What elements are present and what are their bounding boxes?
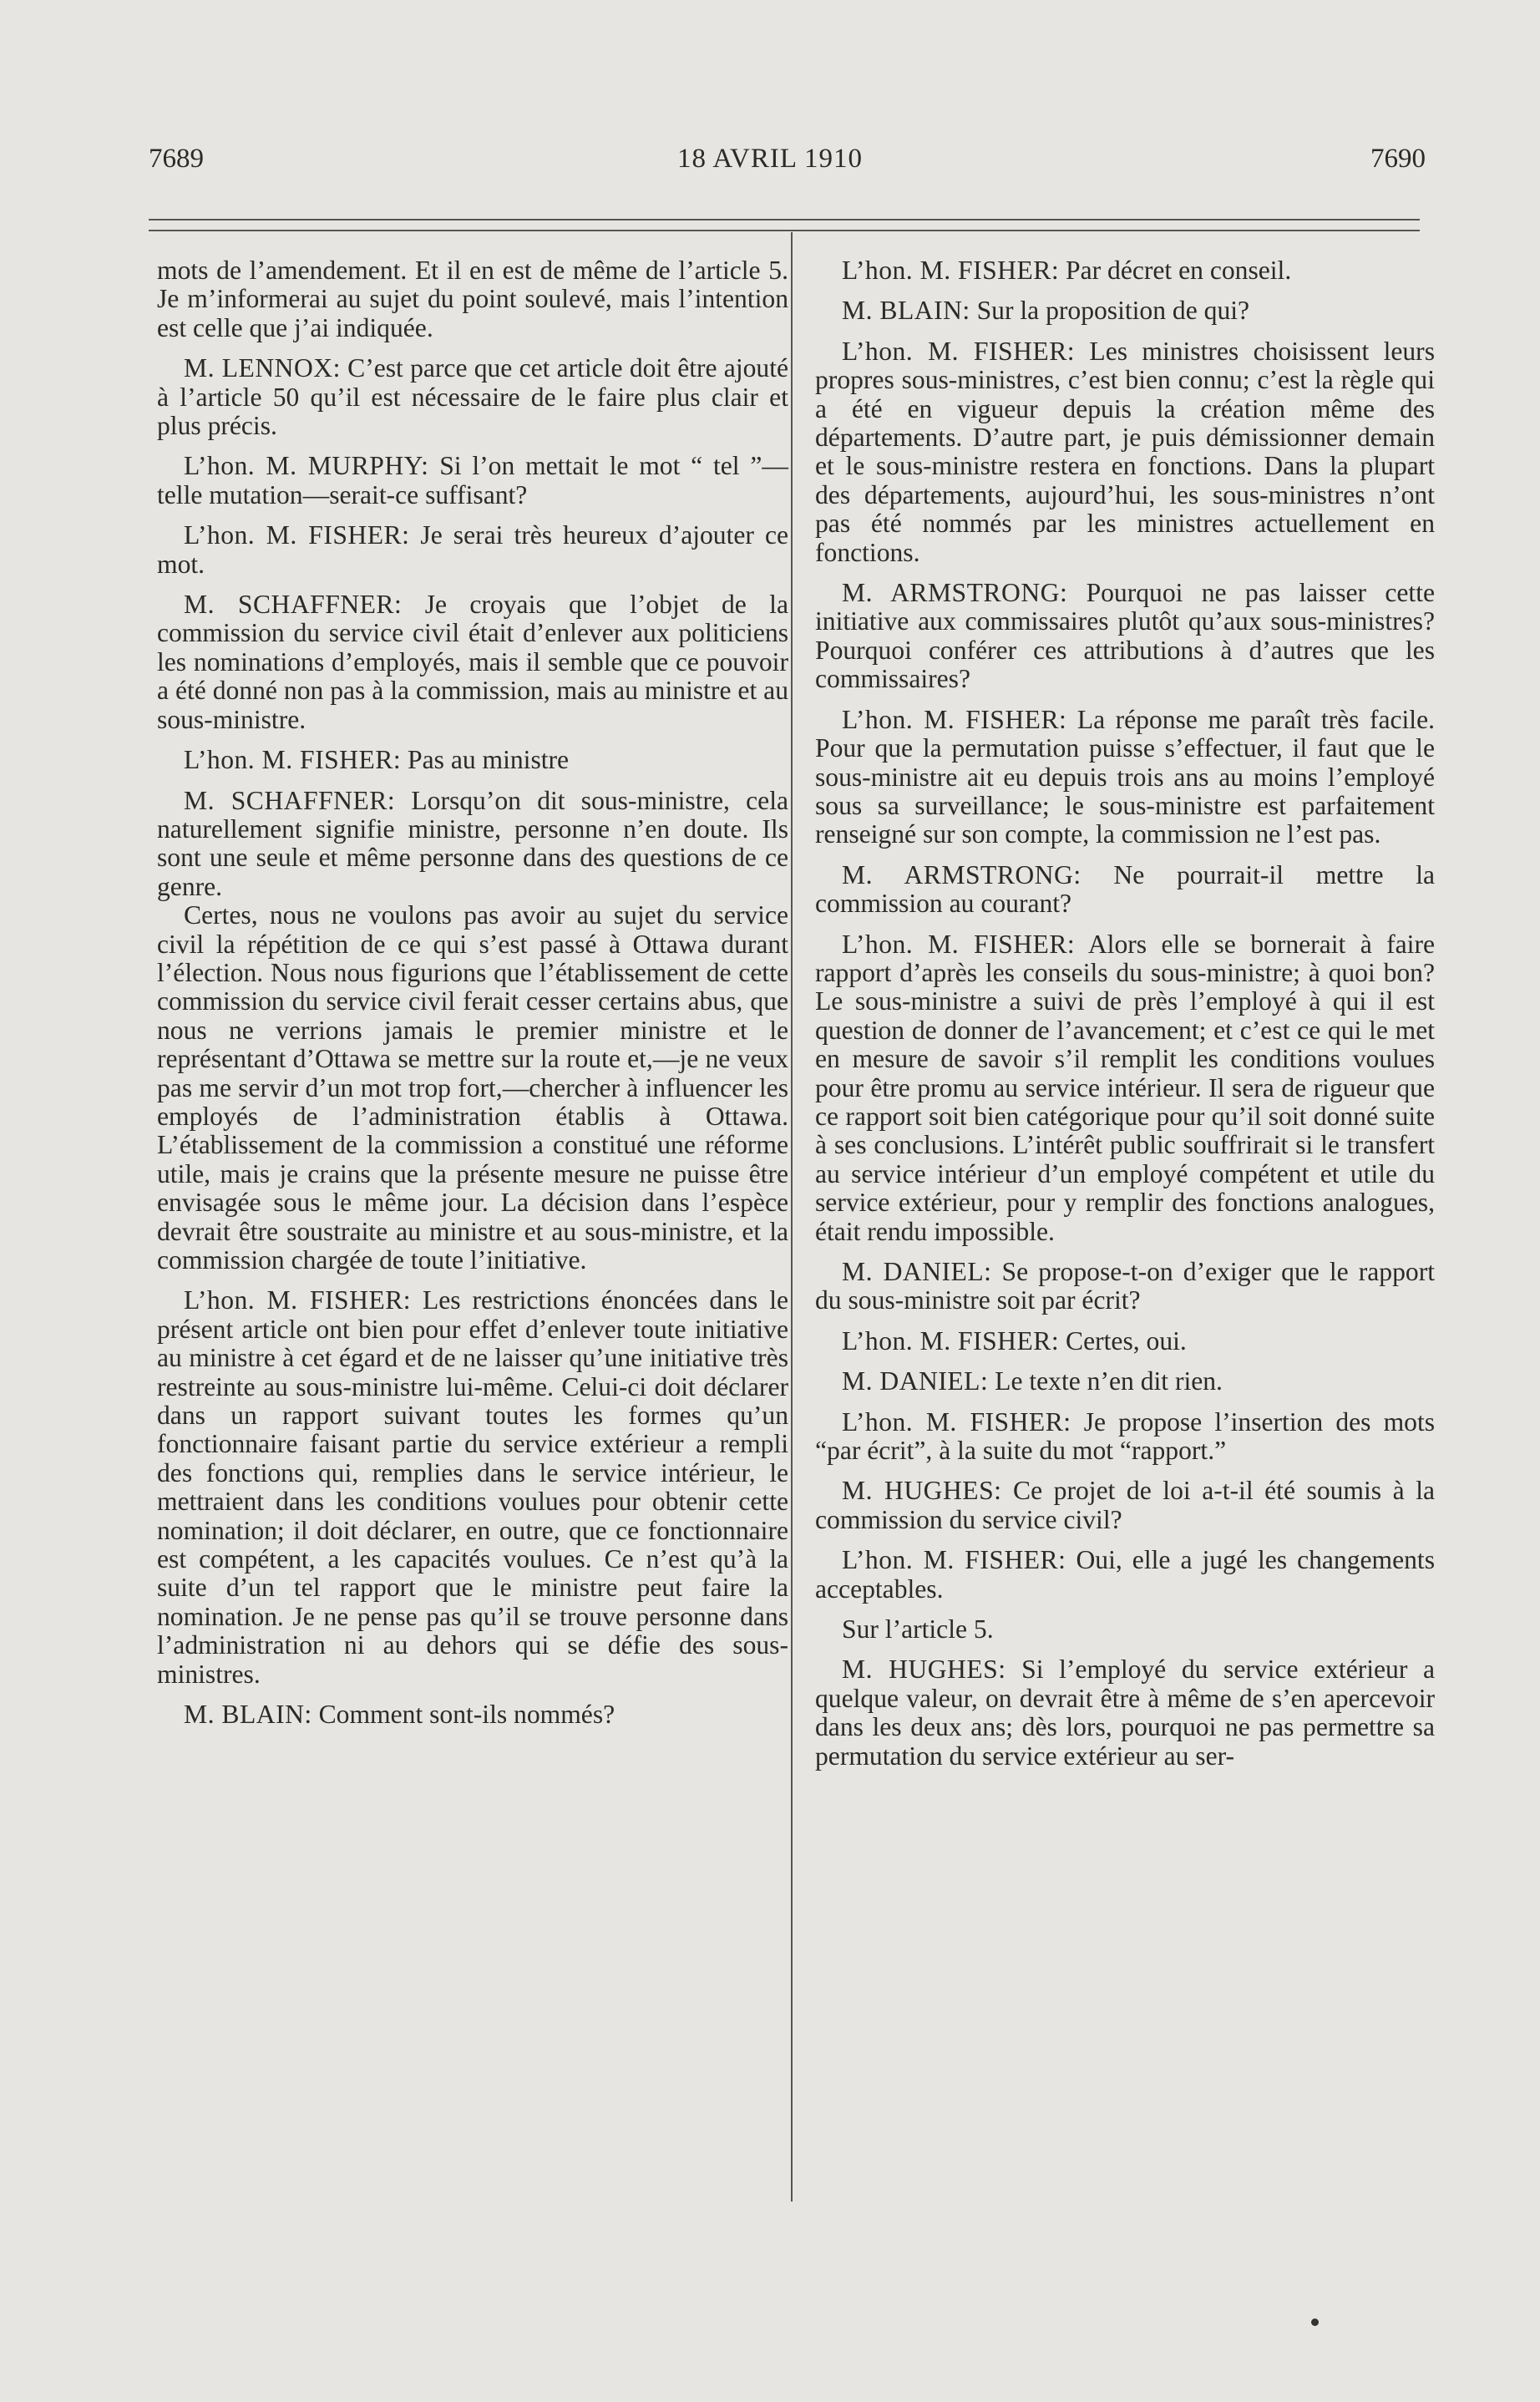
page-number-right: 7690 — [1370, 144, 1426, 174]
paragraph — [815, 579, 1435, 694]
paragraph — [157, 452, 788, 509]
paragraph-text: Les ministres choisissent leurs propres sous-ministres, c’est bien connu; c’est la règle qui a été en vigueur depuis la création même des départements. D’autre part, je puis démissionner demain et le sous-ministre restera en fonctions. Dans la plupart des départements, aujourd’hui, les sous-ministres n’ont pas été nommés par les ministres actuellement en fonctions. — [815, 336, 1435, 567]
paragraph — [815, 1327, 1435, 1356]
paragraph — [157, 590, 788, 734]
paragraph-text: Certes, oui. — [1066, 1325, 1187, 1356]
speaker-name: M. SCHAFFNER: — [184, 590, 403, 620]
speaker-name: M. ARMSTRONG: — [842, 578, 1068, 608]
paragraph — [815, 1258, 1435, 1315]
paragraph — [815, 256, 1435, 285]
speaker-name: L’hon. M. FISHER: — [842, 1325, 1060, 1356]
paragraph — [157, 1286, 788, 1689]
speaker-name: M. BLAIN: — [184, 1700, 312, 1730]
paragraph — [157, 256, 788, 342]
paragraph-text: Oui, elle a jugé les changements acceptables. — [815, 1545, 1436, 1604]
paragraph — [157, 521, 788, 579]
speaker-name: L’hon. M. FISHER: — [842, 336, 1076, 366]
paragraph — [815, 1615, 1435, 1644]
paragraph — [815, 706, 1435, 849]
header-rule-bottom — [149, 230, 1420, 231]
speaker-name: L’hon. M. MURPHY: — [184, 451, 429, 481]
left-column — [157, 256, 788, 1741]
paragraph — [157, 354, 788, 440]
paragraph — [815, 861, 1435, 919]
speaker-name: L’hon. M. FISHER: — [184, 745, 402, 775]
paragraph-text: Le texte n’en dit rien. — [995, 1366, 1223, 1396]
paragraph-text: Si l’on mettait le mot “ tel ”—telle mutation—serait-ce suffisant? — [157, 451, 788, 509]
speaker-name: L’hon. M. FISHER: — [842, 929, 1076, 959]
paragraph — [815, 930, 1435, 1246]
paragraph — [157, 787, 788, 902]
paragraph-text: Les restrictions énoncées dans le présent article ont bien pour effet d’enlever toute initiative au ministre à cet égard et de ne laisser qu’une initiative très restreinte au sous-ministre lui-même. Celui-ci doit déclarer dans un rapport suivant toutes les formes qu’un fonctionnaire faisant partie du service extérieur a rempli des fonctions qui, remplies dans le service intérieur, le mettraient dans les conditions voulues pour obtenir cette nomination; il doit déclarer, en outre, que ce fonctionnaire est compétent, a les capacités voulues. Ce n’est qu’à la suite d’un tel rapport que le ministre peut faire la nomination. Je ne pense pas qu’il se trouve personne dans l’administration ni au dehors qui se défie des sous-ministres. — [157, 1285, 788, 1689]
paragraph — [157, 1700, 788, 1729]
paragraph-text: Comment sont-ils nommés? — [318, 1700, 615, 1730]
speaker-name: M. HUGHES: — [842, 1476, 1002, 1506]
paragraph — [815, 337, 1435, 567]
speaker-name: M. BLAIN: — [842, 296, 970, 326]
page-header — [0, 144, 1540, 194]
header-rule-top — [149, 219, 1420, 220]
speaker-name: M. DANIEL: — [842, 1366, 989, 1396]
paragraph-text: mots de l’amendement. Et il en est de même de l’article 5. Je m’informerai au sujet du point soulevé, mais l’intention est celle que j’ai indiquée. — [157, 256, 788, 342]
paragraph — [815, 1367, 1435, 1396]
speaker-name: M. HUGHES: — [842, 1655, 1006, 1685]
speaker-name: L’hon. M. FISHER: — [184, 520, 410, 550]
right-column — [815, 256, 1435, 1782]
ink-dot — [1311, 2318, 1319, 2326]
paragraph-text: Ne pourrait-il mettre la commission au courant? — [815, 859, 1435, 919]
speaker-name: M. SCHAFFNER: — [184, 785, 396, 815]
paragraph-text: La réponse me paraît très facile. Pour que la permutation puisse s’effectuer, il faut que le sous-ministre ait eu depuis trois ans au moins l’employé sous sa surveillance; le sous-ministre est parfaitement renseigné sur son compte, la commission ne l’est pas. — [815, 704, 1436, 849]
paragraph-text: Je croyais que l’objet de la commission du service civil était d’enlever aux politiciens les nominations d’employés, mais il semble que ce pouvoir a été donné non pas à la commission, mais au ministre et au sous-ministre. — [157, 590, 788, 734]
speaker-name: L’hon. M. FISHER: — [842, 1406, 1071, 1437]
speaker-name: M. DANIEL: — [842, 1257, 992, 1286]
paragraph-text: Si l’employé du service extérieur a quelque valeur, on devrait être à même de s’en apercevoir dans les deux ans; dès lors, pourquoi ne pas permettre sa permutation du service extérieur au ser- — [815, 1655, 1436, 1771]
speaker-name: L’hon. M. FISHER: — [842, 256, 1060, 285]
column-divider — [791, 232, 793, 2202]
paragraph — [815, 1408, 1435, 1466]
page-date: 18 AVRIL 1910 — [676, 144, 864, 174]
paragraph-text: Je serai très heureux d’ajouter ce mot. — [157, 520, 788, 579]
paragraph-text: Pourquoi ne pas laisser cette initiative aux commissaires plutôt qu’aux sous-ministres? Pourquoi conférer ces attributions à d’autres que les commissaires? — [815, 578, 1435, 694]
paragraph-text: Ce projet de loi a-t-il été soumis à la commission du service civil? — [815, 1476, 1435, 1534]
paragraph-text: Je propose l’insertion des mots “par écrit”, à la suite du mot “rapport.” — [815, 1406, 1436, 1466]
paragraph — [157, 901, 788, 1274]
paragraph-text: Alors elle se bornerait à faire rapport d’après les conseils du sous-ministre; à quoi bon? Le sous-ministre a suivi de près l’employé à qui il est question de donner de l’avancement; et c’est ce qui le met en mesure de savoir s’il remplit les conditions voulues pour être promu au service intérieur. Il sera de rigueur que ce rapport soit bien catégorique pour qu’il soit donné suite à ses conclusions. L’intérêt public souffrirait si le transfert au service intérieur d’un employé compétent et utile du service extérieur, pour y remplir des fonctions analogues, était rendu impossible. — [815, 929, 1436, 1246]
speaker-name: M. ARMSTRONG: — [842, 859, 1082, 889]
paragraph — [815, 296, 1435, 325]
speaker-name: L’hon. M. FISHER: — [842, 704, 1067, 734]
paragraph — [815, 1655, 1435, 1771]
paragraph-text: Se propose-t-on d’exiger que le rapport du sous-ministre soit par écrit? — [815, 1257, 1435, 1315]
paragraph-text: C’est parce que cet article doit être ajouté à l’article 50 qu’il est nécessaire de le faire plus clair et plus précis. — [157, 353, 788, 441]
speaker-name: L’hon. M. FISHER: — [842, 1545, 1066, 1575]
paragraph-text: Sur l’article 5. — [842, 1614, 994, 1644]
speaker-name: M. LENNOX: — [184, 353, 341, 383]
paragraph-text: Par décret en conseil. — [1066, 256, 1292, 285]
paragraph — [815, 1546, 1435, 1604]
paragraph — [157, 746, 788, 774]
paragraph — [815, 1477, 1435, 1534]
paragraph-text: Sur la proposition de qui? — [976, 296, 1250, 326]
paragraph-text: Lorsqu’on dit sous-ministre, cela naturellement signifie ministre, personne n’en doute. Ils sont une seule et même personne dans des questions de ce genre. — [157, 785, 788, 901]
page-number-left: 7689 — [149, 144, 204, 174]
speaker-name: L’hon. M. FISHER: — [184, 1285, 412, 1315]
paragraph-text: Certes, nous ne voulons pas avoir au sujet du service civil la répétition de ce qui s’est passé à Ottawa durant l’élection. Nous nous figurions que l’établissement de cette commission du service civil ferait cesser certains abus, que nous ne verrions jamais le premier ministre et le représentant d’Ottawa se mettre sur la route et,—je ne veux pas me servir d’un mot trop fort,—chercher à influencer les employés de l’administration établis à Ottawa. L’établissement de la commission a constitué une réforme utile, mais je crains que la présente mesure ne puisse être envisagée sous le même jour. La décision dans l’espèce devrait être soustraite au ministre et au sous-ministre, et la commission chargée de toute l’initiative. — [157, 900, 788, 1274]
paragraph-text: Pas au ministre — [408, 745, 570, 775]
